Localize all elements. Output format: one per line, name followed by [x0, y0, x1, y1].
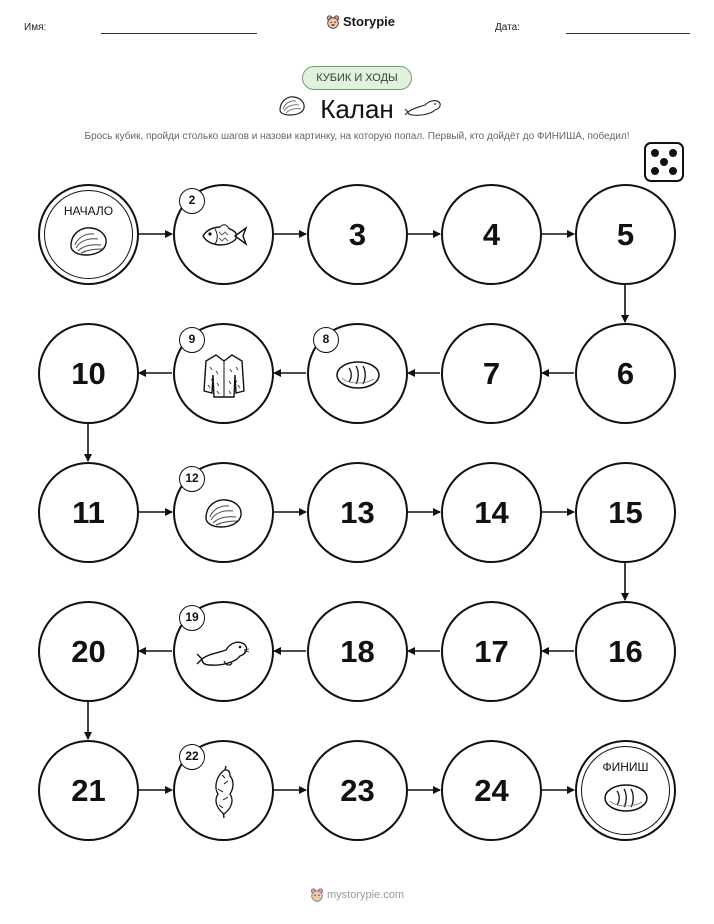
- board-cell-6: [575, 323, 676, 424]
- board-cell-18: [307, 601, 408, 702]
- cell-number: 23: [340, 772, 375, 808]
- board-cell-11: [38, 462, 139, 563]
- instructions-text: Брось кубик, пройди столько шагов и назови картинку, на которую попал. Первый, кто дойдёт до ФИНИША, победил!: [84, 131, 630, 142]
- brand-name: Storypie: [343, 14, 396, 29]
- cell-number-badge: 19: [179, 605, 205, 631]
- clam-icon: [202, 496, 246, 537]
- cell-number-badge: 8: [313, 327, 339, 353]
- cell-number: 17: [474, 633, 509, 669]
- kelp-icon: [210, 764, 238, 825]
- board-cell-2: [173, 184, 274, 285]
- board-cell-24: [441, 740, 542, 841]
- board-cell-13: [307, 462, 408, 563]
- board-cell-9: [173, 323, 274, 424]
- board-cell-21: [38, 740, 139, 841]
- page-title: Калан: [320, 94, 394, 124]
- cell-number: 21: [71, 772, 106, 808]
- fur-coat-icon: [202, 351, 246, 404]
- board-cell-3: [307, 184, 408, 285]
- board-cell-15: [575, 462, 676, 563]
- board-cell-23: [307, 740, 408, 841]
- bread-icon: [602, 781, 650, 820]
- board-cell-20: [38, 601, 139, 702]
- cell-number: 10: [71, 355, 106, 391]
- board-cell-4: [441, 184, 542, 285]
- cell-number-badge: 22: [179, 744, 205, 770]
- cell-number: 14: [474, 494, 509, 530]
- cell-number-badge: 12: [179, 466, 205, 492]
- cell-number: 16: [608, 633, 643, 669]
- bread-icon: [334, 358, 382, 397]
- fish-icon: [199, 220, 249, 257]
- cell-number: 15: [608, 494, 643, 530]
- cell-number: 11: [72, 494, 105, 530]
- clam-icon: [67, 224, 111, 265]
- board-cell-17: [441, 601, 542, 702]
- board-cell-10: [38, 323, 139, 424]
- bear-logo-icon: [310, 888, 324, 902]
- finish-label: ФИНИШ: [602, 760, 649, 774]
- board-cell-5: [575, 184, 676, 285]
- start-cell: [38, 184, 139, 285]
- cell-number: 5: [616, 216, 635, 252]
- activity-tag: КУБИК И ХОДЫ: [302, 66, 412, 90]
- board-cell-19: [173, 601, 274, 702]
- board-cell-8: [307, 323, 408, 424]
- seal-icon: [196, 635, 252, 676]
- cell-number: 6: [616, 355, 635, 391]
- start-label: НАЧАЛО: [63, 204, 114, 218]
- cell-number: 13: [340, 494, 375, 530]
- board-cell-7: [441, 323, 542, 424]
- cell-number: 7: [482, 355, 501, 391]
- footer-site: mystorypie.com: [327, 889, 405, 901]
- cell-number-badge: 2: [179, 188, 205, 214]
- cell-number: 3: [348, 216, 367, 252]
- finish-cell: [575, 740, 676, 841]
- name-label: Имя:: [24, 22, 47, 33]
- board-cell-16: [575, 601, 676, 702]
- cell-number: 4: [482, 216, 501, 252]
- date-label: Дата:: [495, 22, 520, 33]
- board-cell-22: [173, 740, 274, 841]
- cell-number: 24: [474, 772, 509, 808]
- cell-number: 18: [340, 633, 375, 669]
- cell-number-badge: 9: [179, 327, 205, 353]
- board-cell-12: [173, 462, 274, 563]
- board-cell-14: [441, 462, 542, 563]
- cell-number: 20: [71, 633, 106, 669]
- footer: [310, 888, 404, 902]
